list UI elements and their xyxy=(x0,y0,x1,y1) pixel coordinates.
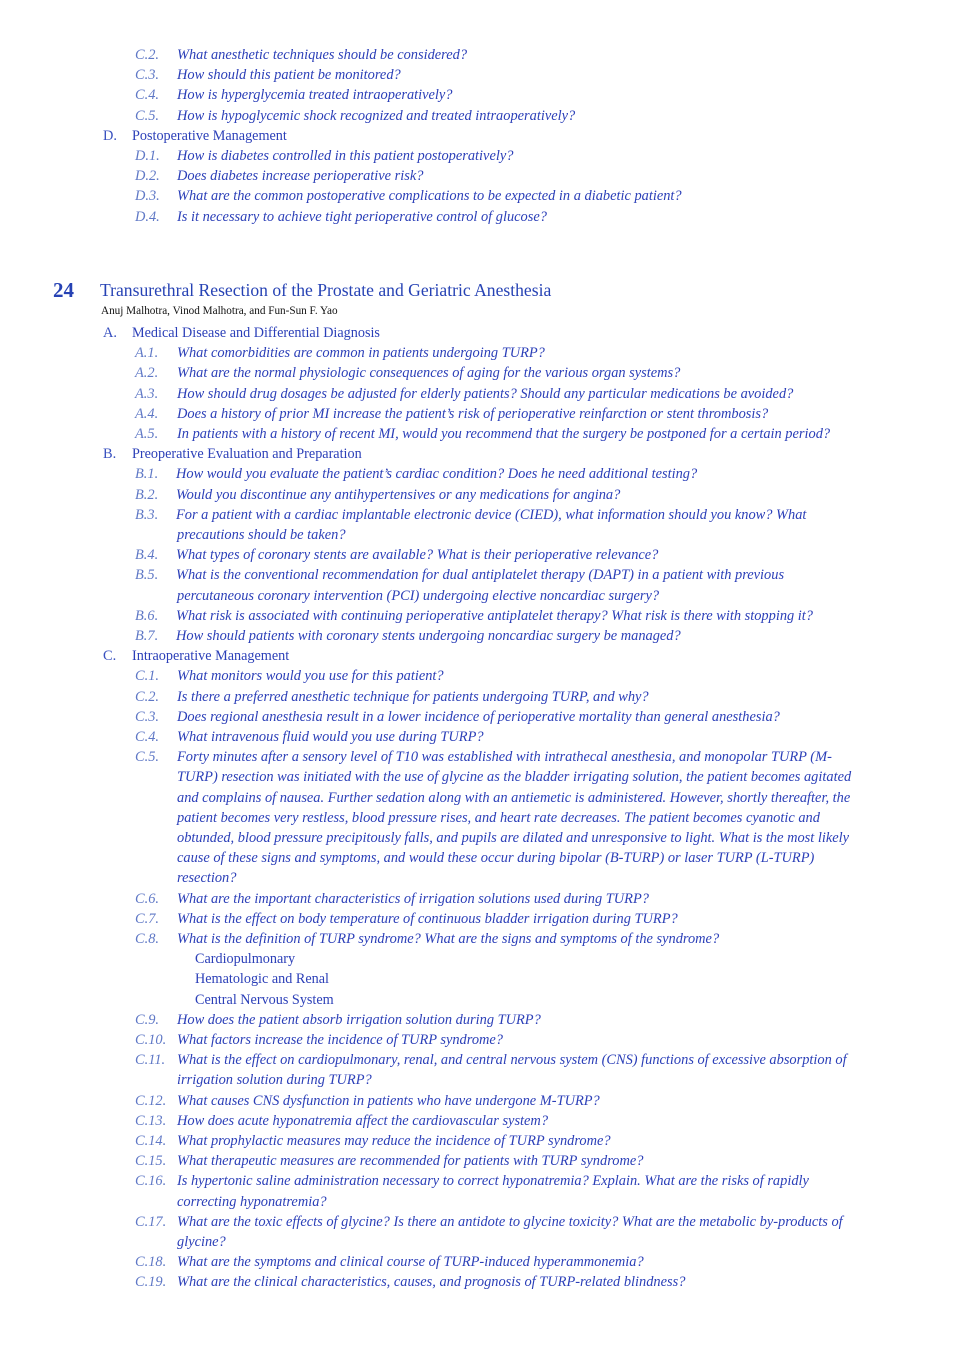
question-text: Does regional anesthesia result in a lower incidence of perioperative mortality than general anesthesia? xyxy=(177,708,780,725)
question-text: How does the patient absorb irrigation solution during TURP? xyxy=(177,1011,541,1028)
question-number: B.5. xyxy=(135,567,159,584)
question-number: D.4. xyxy=(135,208,160,225)
question-number: C.2. xyxy=(135,688,159,705)
question-text: How should drug dosages be adjusted for elderly patients? Should any particular medications be avoided? xyxy=(177,385,794,402)
question-number: B.6. xyxy=(135,607,159,624)
question-text: glycine? xyxy=(177,1234,226,1250)
question-number: C.14. xyxy=(135,1133,167,1149)
question-text: What are the clinical characteristics, causes, and prognosis of TURP-related blindness? xyxy=(177,1274,686,1291)
question-number: C.19. xyxy=(135,1274,167,1291)
question-number: C.4. xyxy=(135,729,159,745)
question-text: Is hypertonic saline administration necessary to correct hyponatremia? Explain. What are the risks of rapidly xyxy=(177,1173,809,1190)
question-text: In patients with a history of recent MI, would you recommend that the surgery be postponed for a certain period? xyxy=(177,426,831,442)
question-text: What types of coronary stents are available? What is their perioperative relevance? xyxy=(176,547,659,564)
question-number: D.1. xyxy=(135,148,160,164)
question-text: percutaneous coronary intervention (PCI) undergoing elective noncardiac surgery? xyxy=(177,587,660,604)
question-text: obtunded, blood pressure precipitously falls, and pupils are dilated and unresponsive to light. What is the most likely xyxy=(177,830,850,846)
question-text: cause of these signs and symptoms, and would these occur during bipolar (B-TURP) or laser TURP (L-TURP) xyxy=(177,850,815,867)
question-number: C.2. xyxy=(135,47,159,63)
question-text: How is hypoglycemic shock recognized and treated intraoperatively? xyxy=(177,107,576,124)
question-number: B.2. xyxy=(135,486,159,503)
question-text: What intravenous fluid would you use during TURP? xyxy=(177,729,484,745)
question-number: A.5. xyxy=(135,426,159,442)
question-text: Does diabetes increase perioperative risk? xyxy=(177,168,424,185)
question-number: C.5. xyxy=(135,749,159,766)
question-text: For a patient with a cardiac implantable electronic device (CIED), what information should you know? What xyxy=(176,506,807,523)
question-number: C.12. xyxy=(135,1092,167,1109)
question-text: How should patients with coronary stents undergoing noncardiac surgery be managed? xyxy=(176,628,681,644)
question-number: C.3. xyxy=(135,708,159,725)
section-title: Intraoperative Management xyxy=(132,648,290,665)
question-text: How is diabetes controlled in this patient postoperatively? xyxy=(177,148,514,164)
question-text: What is the conventional recommendation for dual antiplatelet therapy (DAPT) in a patient with previous xyxy=(176,567,785,584)
question-text: What anesthetic techniques should be considered? xyxy=(177,47,468,63)
question-number: B.7. xyxy=(135,628,159,644)
question-text: irrigation solution during TURP? xyxy=(177,1072,372,1089)
question-number: C.16. xyxy=(135,1173,167,1190)
question-text: precautions should be taken? xyxy=(177,527,346,543)
question-text: What is the effect on body temperature of continuous bladder irrigation during TURP? xyxy=(177,910,678,927)
question-number: C.8. xyxy=(135,931,159,947)
question-text: What are the common postoperative complications to be expected in a diabetic patient? xyxy=(177,188,682,205)
question-number: C.9. xyxy=(135,1011,159,1028)
section-letter: A. xyxy=(103,325,117,341)
chapter-authors: Anuj Malhotra, Vinod Malhotra, and Fun-Sun F. Yao xyxy=(101,305,338,317)
section-letter: D. xyxy=(103,127,117,144)
question-text: patient becomes very restless, blood pressure rises, and heart rate decreases. The patient becomes cyanotic and xyxy=(177,809,820,826)
question-number: C.17. xyxy=(135,1213,167,1230)
question-number: C.10. xyxy=(135,1032,167,1048)
question-text: How would you evaluate the patient’s cardiac condition? Does he need additional testing? xyxy=(176,466,698,483)
section-letter: C. xyxy=(103,648,117,665)
question-number: B.4. xyxy=(135,547,159,564)
question-number: D.2. xyxy=(135,168,160,185)
chapter-title: Transurethral Resection of the Prostate and Geriatric Anesthesia xyxy=(100,280,552,300)
question-text: What factors increase the incidence of TURP syndrome? xyxy=(177,1032,503,1048)
question-number: B.1. xyxy=(135,466,159,483)
question-number: C.1. xyxy=(135,668,159,685)
question-text: How should this patient be monitored? xyxy=(177,67,401,84)
question-number: C.5. xyxy=(135,107,159,124)
question-text: correcting hyponatremia? xyxy=(177,1193,327,1210)
question-text: How is hyperglycemia treated intraoperatively? xyxy=(177,87,453,104)
question-text: What monitors would you use for this patient? xyxy=(177,668,444,685)
question-text: Is it necessary to achieve tight perioperative control of glucose? xyxy=(177,208,547,225)
question-number: C.13. xyxy=(135,1112,167,1129)
section-letter: B. xyxy=(103,446,117,463)
question-text: What are the important characteristics of irrigation solutions used during TURP? xyxy=(177,890,649,907)
question-text: What are the normal physiologic consequences of aging for the various organ systems? xyxy=(177,365,681,382)
question-number: A.4. xyxy=(135,405,159,422)
subitem-text: Cardiopulmonary xyxy=(195,951,296,968)
question-number: A.3. xyxy=(135,385,159,402)
question-text: What is the definition of TURP syndrome? What are the signs and symptoms of the syndrome? xyxy=(177,931,720,947)
question-text: and complains of nausea. Further sedation along with an antiemetic is administered. However, shortly thereafter, the xyxy=(177,789,851,806)
question-text: What are the toxic effects of glycine? Is there an antidote to glycine toxicity? What are the metabolic by-products of xyxy=(177,1213,843,1230)
question-text: Forty minutes after a sensory level of T10 was established with intrathecal anesthesia, and monopolar TURP (M- xyxy=(177,749,832,766)
question-number: C.4. xyxy=(135,87,159,104)
chapter-number: 24 xyxy=(53,278,74,302)
question-text: Is there a preferred anesthetic technique for patients undergoing TURP, and why? xyxy=(177,688,649,705)
question-text: TURP) resection was initiated with the use of glycine as the bladder irrigating solution, the patient becomes agitated xyxy=(177,769,852,786)
subitem-text: Hematologic and Renal xyxy=(195,971,329,988)
question-text: What causes CNS dysfunction in patients who have undergone M-TURP? xyxy=(177,1092,600,1109)
question-number: C.7. xyxy=(135,910,159,927)
question-text: What comorbidities are common in patients undergoing TURP? xyxy=(177,345,545,362)
question-number: C.11. xyxy=(135,1052,166,1069)
question-text: resection? xyxy=(177,870,237,887)
question-text: How does acute hyponatremia affect the cardiovascular system? xyxy=(177,1112,549,1129)
subitem-text: Central Nervous System xyxy=(195,991,334,1008)
section-title: Postoperative Management xyxy=(132,127,287,144)
question-number: B.3. xyxy=(135,506,159,523)
question-text: Would you discontinue any antihypertensives or any medications for angina? xyxy=(176,486,621,503)
question-text: Does a history of prior MI increase the patient’s risk of perioperative reinfarction or stent thrombosis? xyxy=(177,405,769,422)
question-number: C.15. xyxy=(135,1153,167,1170)
question-text: What risk is associated with continuing perioperative antiplatelet therapy? What risk is there with stopping it? xyxy=(176,607,813,624)
question-text: What is the effect on cardiopulmonary, renal, and central nervous system (CNS) functions of excessive absorption of xyxy=(177,1052,847,1069)
question-number: C.6. xyxy=(135,890,159,907)
section-title: Medical Disease and Differential Diagnosis xyxy=(132,325,380,341)
question-text: What therapeutic measures are recommended for patients with TURP syndrome? xyxy=(177,1153,644,1170)
question-number: A.1. xyxy=(135,345,159,362)
question-number: C.18. xyxy=(135,1254,167,1271)
question-number: A.2. xyxy=(135,365,159,382)
question-text: What prophylactic measures may reduce the incidence of TURP syndrome? xyxy=(177,1133,611,1149)
question-number: D.3. xyxy=(135,188,160,205)
section-title: Preoperative Evaluation and Preparation xyxy=(132,446,362,463)
question-text: What are the symptoms and clinical course of TURP-induced hyperammonemia? xyxy=(177,1254,644,1271)
question-number: C.3. xyxy=(135,67,159,84)
